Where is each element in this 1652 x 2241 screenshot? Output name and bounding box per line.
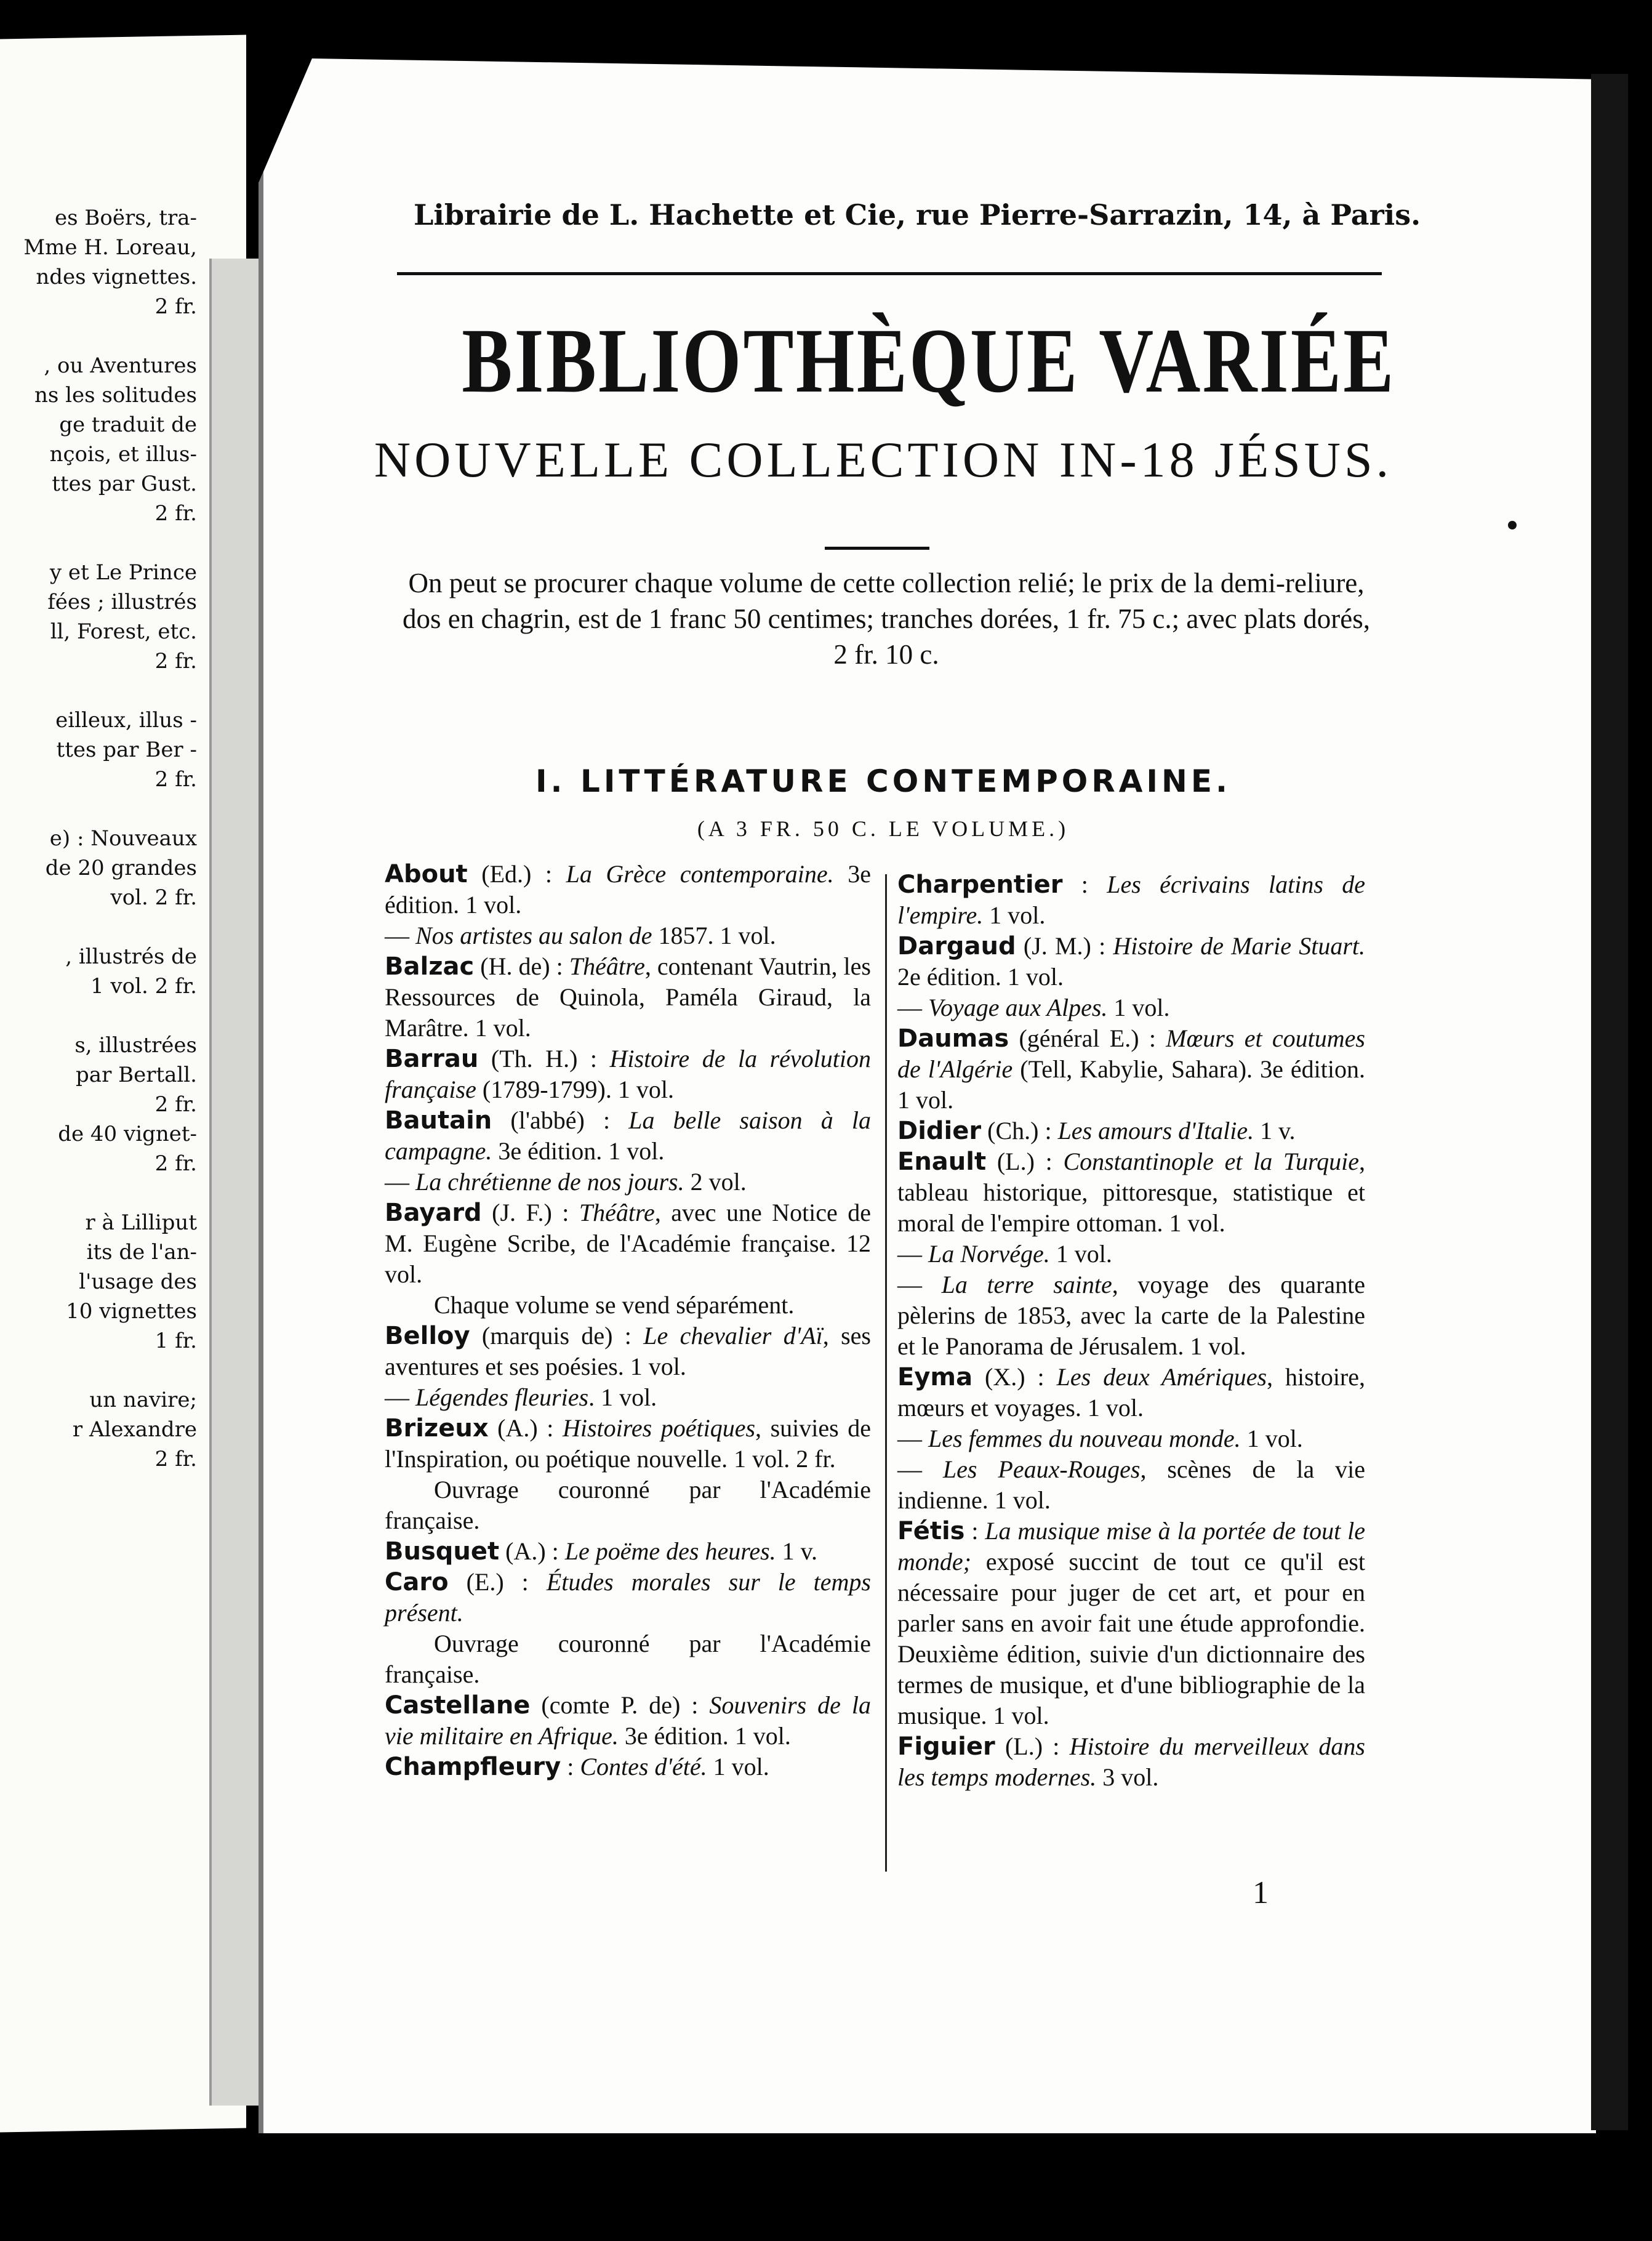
left-page-line: fées ; illustrés <box>47 590 197 614</box>
left-page-line: de 20 grandes <box>45 856 197 880</box>
book-title: Théâtre <box>569 952 645 980</box>
entry-details: 1 v. <box>776 1537 818 1565</box>
left-page-line: ttes par Ber - <box>56 738 197 762</box>
entry-prefix: — <box>385 922 415 949</box>
left-page-line: par Bertall. <box>76 1063 197 1087</box>
catalog-left-column <box>385 859 871 1782</box>
entry-details: 1 vol. <box>1049 1240 1112 1268</box>
catalog-entry <box>897 1239 1365 1269</box>
book-title: Nos artistes au salon de <box>415 922 652 949</box>
left-page-line <box>0 1001 197 1031</box>
entry-details: , suivies de l'Inspiration, ou poétique nouvelle. 1 vol. 2 fr. <box>385 1414 872 1473</box>
left-page-line: nçois, et illus- <box>49 442 197 467</box>
author-name: Champfleury <box>385 1753 561 1781</box>
left-page-line: un navire; <box>89 1388 197 1412</box>
left-page-line: , illustrés de <box>65 944 197 969</box>
catalog-entry <box>385 1167 871 1197</box>
entry-prefix: — <box>385 1383 415 1411</box>
left-page-line <box>0 1356 197 1385</box>
book-title: Les Peaux-Rouges <box>942 1455 1141 1483</box>
book-title: Études morales sur le temps présent. <box>385 1568 872 1627</box>
entry-prefix: (L.) : <box>986 1148 1064 1175</box>
left-page-line <box>0 321 197 351</box>
author-name: Barrau <box>385 1045 479 1073</box>
entry-details: Ouvrage couronné par l'Académie française. <box>385 1476 871 1534</box>
entry-prefix: (l'abbé) : <box>492 1106 629 1134</box>
book-title: Les deux Amériques <box>1056 1363 1267 1391</box>
catalog-entry <box>385 1321 871 1382</box>
left-page-line: 2 fr. <box>154 1151 197 1176</box>
catalog-entry <box>385 1567 871 1628</box>
left-page-line: de 40 vignet- <box>58 1122 197 1146</box>
left-page-line: y et Le Prince <box>49 560 197 585</box>
left-page-line: s, illustrées <box>74 1033 197 1058</box>
book-title: La belle saison à la campagne. <box>385 1106 871 1165</box>
book-title: Constantinople et la Turquie <box>1063 1148 1360 1175</box>
entry-prefix: (J. F.) : <box>481 1199 579 1226</box>
left-page-text <box>0 203 197 1474</box>
entry-prefix: : <box>1062 871 1107 898</box>
catalog-entry <box>385 1628 871 1690</box>
catalog-right-column <box>897 869 1365 1793</box>
entry-prefix: — <box>897 994 928 1021</box>
book-title: La chrétienne de nos jours. <box>415 1168 684 1196</box>
catalog-entry <box>385 1413 871 1475</box>
entry-details: (1789-1799). 1 vol. <box>476 1076 674 1103</box>
book-title: Mœurs et coutumes de l'Algérie <box>897 1024 1365 1083</box>
entry-prefix: — <box>897 1271 942 1298</box>
publisher-line: Librairie de L. Hachette et Cie, rue Pierre-Sarrazin, 14, à Paris. <box>414 198 1421 231</box>
book-title: Les écrivains latins de l'empire. <box>897 871 1365 929</box>
header-rule <box>397 272 1382 275</box>
catalog-entry <box>385 1536 871 1567</box>
entry-prefix: (J. M.) : <box>1016 932 1113 960</box>
catalog-entry <box>897 931 1365 992</box>
catalog-entry <box>385 1752 871 1782</box>
entry-prefix: — <box>897 1425 928 1452</box>
author-name: Caro <box>385 1568 449 1596</box>
left-page-line: 1 vol. 2 fr. <box>90 974 197 999</box>
left-page-line: 2 fr. <box>154 649 197 674</box>
entry-details: 3 vol. <box>1096 1763 1159 1791</box>
left-page-line <box>0 528 197 558</box>
book-title: Souvenirs de la vie militaire en Afrique. <box>385 1691 871 1750</box>
entry-details: (Tell, Kabylie, Sahara). 3e édition. 1 vol. <box>897 1055 1365 1114</box>
entry-prefix: : <box>561 1753 580 1780</box>
entry-details: 1 vol. <box>1240 1425 1303 1452</box>
left-page-line: 2 fr. <box>154 501 197 526</box>
entry-prefix: — <box>897 1240 928 1268</box>
catalog-entry <box>385 1290 871 1321</box>
entry-prefix: (comte P. de) : <box>530 1691 710 1719</box>
entry-prefix: (Ed.) : <box>467 860 566 888</box>
catalog-entry <box>385 1382 871 1413</box>
entry-details: 3e édition. 1 vol. <box>492 1137 665 1165</box>
catalog-entry <box>897 1116 1365 1146</box>
catalog-entry <box>897 869 1365 931</box>
left-page-line: 2 fr. <box>154 767 197 792</box>
page-number: 1 <box>1253 1875 1269 1910</box>
book-title: La Grèce contemporaine. <box>566 860 834 888</box>
entry-details: , ses aventures et ses poésies. 1 vol. <box>385 1322 872 1380</box>
author-name: Castellane <box>385 1691 531 1720</box>
entry-details: 2e édition. 1 vol. <box>897 963 1064 991</box>
catalog-entry <box>385 920 871 951</box>
book-title: Histoires poétiques <box>562 1414 756 1442</box>
left-page-line <box>0 912 197 942</box>
book-title: Légendes fleuries <box>415 1383 589 1411</box>
entry-details: 1 vol. <box>1107 994 1170 1021</box>
book-title: La terre sainte <box>941 1271 1112 1298</box>
author-name: Enault <box>897 1148 987 1176</box>
left-page-line: ll, Forest, etc. <box>50 619 197 644</box>
left-page-line: 2 fr. <box>154 1447 197 1471</box>
left-page-line: l'usage des <box>79 1269 197 1294</box>
entry-prefix: : <box>964 1517 985 1545</box>
author-name: Dargaud <box>897 932 1016 960</box>
author-name: Figuier <box>897 1732 995 1761</box>
catalog-entry <box>897 1362 1365 1423</box>
author-name: Eyma <box>897 1363 973 1391</box>
catalog-entry <box>897 1454 1365 1516</box>
entry-details: , avec une Notice de M. Eugène Scribe, de l'Académie française. 12 vol. <box>385 1199 871 1288</box>
left-page-line <box>0 676 197 706</box>
catalog-entry <box>897 992 1365 1023</box>
entry-prefix: (L.) : <box>995 1732 1070 1760</box>
catalog-entry <box>897 1731 1365 1793</box>
book-title: La Norvége. <box>928 1240 1050 1268</box>
entry-details: exposé succint de tout ce qu'il est nécessaire pour juger de cet art, et pour en parler sans en avoir fait une étude approfondie. Deuxième édition, suivie d'un dictionnaire des termes de musique, et d'une bibliographie de la musique. 1 vol. <box>897 1548 1365 1729</box>
book-title: Contes d'été. <box>580 1753 707 1780</box>
entry-prefix: (E.) : <box>448 1568 547 1596</box>
page-title: BIBLIOTHÈQUE VARIÉE <box>462 310 1396 412</box>
author-name: Balzac <box>385 952 475 981</box>
left-page-line: its de l'an- <box>86 1240 197 1265</box>
book-title: Histoire de Marie Stuart. <box>1113 932 1366 960</box>
left-page-line: e) : Nouveaux <box>49 826 197 851</box>
page-subtitle: NOUVELLE COLLECTION IN-18 JÉSUS. <box>374 432 1393 488</box>
author-name: Bautain <box>385 1106 492 1135</box>
catalog-entry <box>897 1269 1365 1362</box>
catalog-entry <box>897 1423 1365 1454</box>
column-divider <box>885 874 887 1872</box>
book-title: Le poëme des heures. <box>564 1537 776 1565</box>
left-page-line: ns les solitudes <box>34 383 197 408</box>
entry-prefix: (Ch.) : <box>981 1117 1058 1145</box>
book-title: Théâtre <box>579 1199 655 1226</box>
entry-details: 1 v. <box>1254 1117 1296 1145</box>
catalog-entry <box>385 1475 871 1536</box>
left-page-line: ge traduit de <box>59 412 197 437</box>
entry-details: Ouvrage couronné par l'Académie française. <box>385 1630 871 1688</box>
entry-prefix: (général E.) : <box>1009 1024 1166 1052</box>
entry-details: 1 vol. <box>707 1753 769 1780</box>
left-page-line: 2 fr. <box>154 294 197 319</box>
separator-rule <box>825 547 929 550</box>
entry-details: . 1 vol. <box>588 1383 657 1411</box>
left-page-line: 1 fr. <box>154 1329 197 1353</box>
left-page-line: r Alexandre <box>72 1417 197 1442</box>
left-page-line: ttes par Gust. <box>52 472 197 496</box>
entry-details: 2 vol. <box>684 1168 747 1196</box>
left-page-line: r à Lilliput <box>85 1210 197 1235</box>
author-name: Charpentier <box>897 871 1063 899</box>
left-page-line: Mme H. Loreau, <box>23 235 197 260</box>
entry-details: , contenant Vautrin, les Ressources de Quinola, Paméla Giraud, la Marâtre. 1 vol. <box>385 952 871 1042</box>
catalog-entry <box>385 1044 871 1105</box>
book-title: Histoire de la révolution française <box>385 1045 871 1103</box>
entry-details: 1857. 1 vol. <box>652 922 776 949</box>
book-title: Les amours d'Italie. <box>1057 1117 1254 1145</box>
book-title: Histoire du merveilleux dans les temps modernes. <box>897 1732 1366 1791</box>
left-page-line: 2 fr. <box>154 1092 197 1117</box>
book-edge <box>1591 74 1628 2130</box>
section-title: I. LITTÉRATURE CONTEMPORAINE. <box>535 763 1232 799</box>
book-gutter <box>209 259 267 2106</box>
intro-paragraph: On peut se procurer chaque volume de cette collection relié; le prix de la demi-reliure, dos en chagrin, est de 1 franc 50 centimes; tranches dorées, 1 fr. 75 c.; avec plats dorés, 2 fr. 10 c. <box>403 568 1370 670</box>
entry-details: , tableau historique, pittoresque, statistique et moral de l'empire ottoman. 1 vol. <box>897 1148 1366 1237</box>
book-title: Voyage aux Alpes. <box>928 994 1108 1021</box>
entry-details: , histoire, mœurs et voyages. 1 vol. <box>897 1363 1366 1422</box>
catalog-entry <box>385 951 871 1044</box>
catalog-entry <box>385 1197 871 1290</box>
author-name: Brizeux <box>385 1414 489 1442</box>
catalog-entry <box>385 859 871 920</box>
author-name: Bayard <box>385 1199 482 1227</box>
entry-prefix: (A.) : <box>499 1537 565 1565</box>
author-name: About <box>385 860 468 888</box>
author-name: Belloy <box>385 1322 470 1350</box>
left-page-line: 10 vignettes <box>66 1299 197 1324</box>
book-title: La musique mise à la portée de tout le monde; <box>897 1517 1365 1575</box>
author-name: Didier <box>897 1117 982 1145</box>
catalog-entry <box>897 1146 1365 1239</box>
entry-prefix: (Th. H.) : <box>478 1045 610 1072</box>
entry-details: 3e édition. 1 vol. <box>618 1722 791 1750</box>
entry-prefix: (A.) : <box>488 1414 563 1442</box>
author-name: Fétis <box>897 1517 965 1545</box>
left-page-line <box>0 794 197 824</box>
catalog-entry <box>385 1690 871 1752</box>
left-page-line: vol. 2 fr. <box>110 885 197 910</box>
entry-prefix: — <box>897 1455 943 1483</box>
book-title: Les femmes du nouveau monde. <box>928 1425 1241 1452</box>
left-page-line: ndes vignettes. <box>36 265 197 289</box>
left-page-line: es Boërs, tra- <box>55 206 197 230</box>
entry-prefix: (H. de) : <box>474 952 569 980</box>
catalog-entry <box>385 1105 871 1167</box>
entry-details: Chaque volume se vend séparément. <box>434 1291 795 1319</box>
section-price: (A 3 FR. 50 C. LE VOLUME.) <box>697 816 1070 841</box>
entry-prefix: (marquis de) : <box>470 1322 644 1350</box>
author-name: Daumas <box>897 1024 1009 1053</box>
entry-prefix: (X.) : <box>972 1363 1057 1391</box>
entry-details: , scènes de la vie indienne. 1 vol. <box>897 1455 1365 1514</box>
left-page-line: , ou Aventures <box>44 353 197 378</box>
entry-details: 3e édition. 1 vol. <box>385 860 871 919</box>
author-name: Busquet <box>385 1537 500 1566</box>
entry-details: , voyage des quarante pèlerins de 1853, avec la carte de la Palestine et le Panorama de Jérusalem. 1 vol. <box>897 1271 1366 1360</box>
entry-prefix: — <box>385 1168 415 1196</box>
catalog-entry <box>897 1023 1365 1116</box>
left-page-line: eilleux, illus - <box>55 708 197 733</box>
entry-details: 1 vol. <box>983 901 1046 929</box>
left-page-line <box>0 1178 197 1208</box>
catalog-entry <box>897 1516 1365 1731</box>
book-title: Le chevalier d'Aï <box>643 1322 823 1350</box>
ink-dot <box>1508 521 1517 529</box>
